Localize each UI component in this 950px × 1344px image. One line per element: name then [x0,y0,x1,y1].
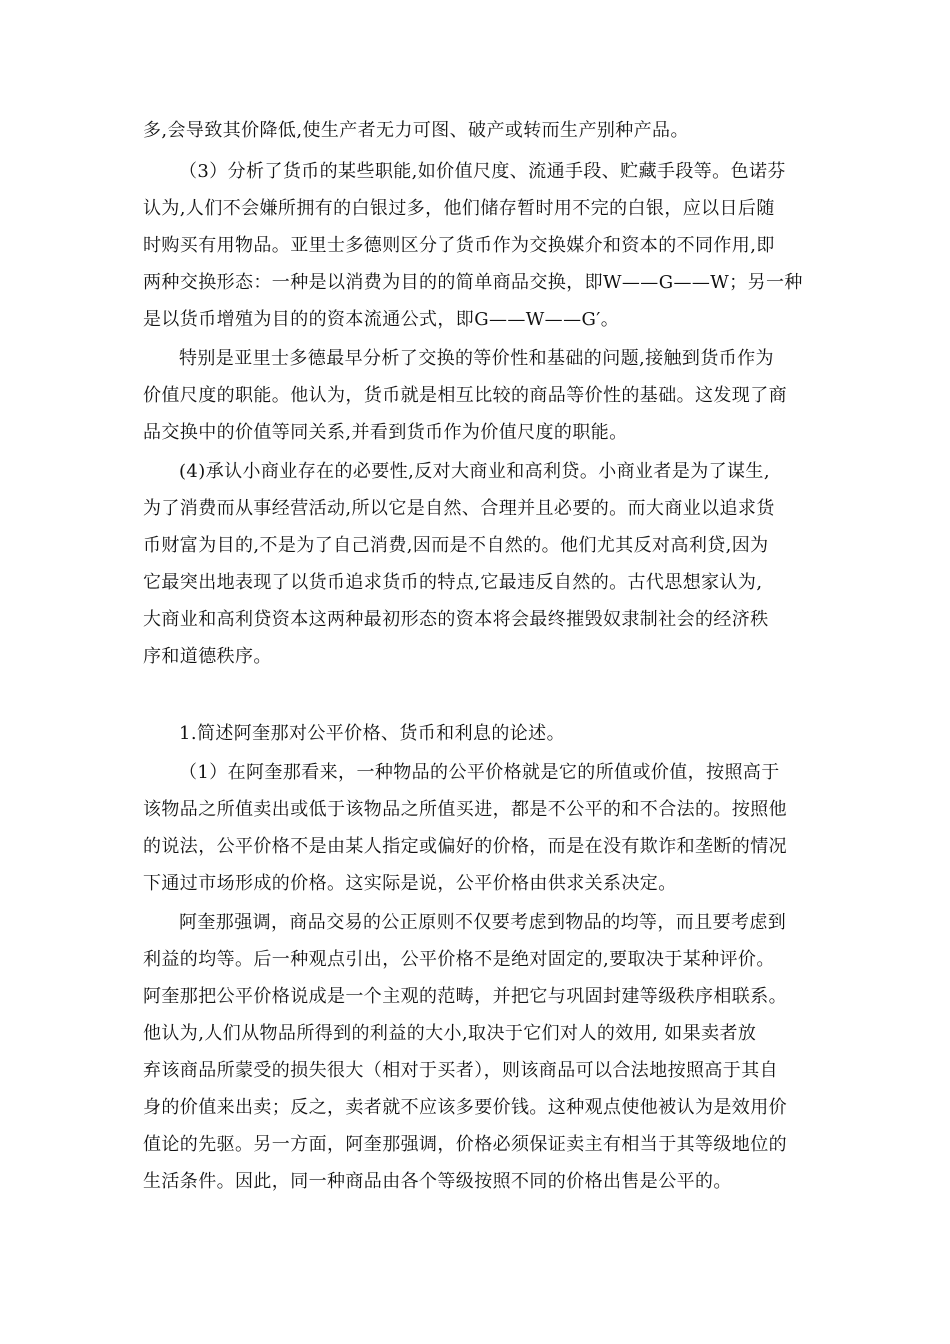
text-line: 下通过市场形成的价格。这实际是说，公平价格由供求关系决定。 [143,873,677,894]
text-line: 弃该商品所蒙受的损失很大（相对于买者），则该商品可以合法地按照高于其自 [143,1060,778,1081]
text-line: 为了消费而从事经营活动,所以它是自然、合理并且必要的。而大商业以追求货 [143,498,775,519]
text-line: 它最突出地表现了以货币追求货币的特点,它最违反自然的。古代思想家认为, [143,572,763,593]
text-line: 值论的先驱。另一方面，阿奎那强调，价格必须保证卖主有相当于其等级地位的 [143,1134,787,1155]
text-line: （3）分析了货币的某些职能,如价值尺度、流通手段、贮藏手段等。色诺芬 [179,161,786,182]
text-line: 两种交换形态：一种是以消费为目的的简单商品交换，即W——G——W；另一种 [143,272,803,293]
text-line: 品交换中的价值等同关系,并看到货币作为价值尺度的职能。 [143,422,628,443]
text-line: 利益的均等。后一种观点引出，公平价格不是绝对固定的,要取决于某种评价。 [143,949,775,970]
question-heading: 1.简述阿奎那对公平价格、货币和利息的论述。 [179,723,565,744]
text-line: (4)承认小商业存在的必要性,反对大商业和高利贷。小商业者是为了谋生, [179,461,770,482]
text-line: 特别是亚里士多德最早分析了交换的等价性和基础的问题,接触到货币作为 [179,348,774,369]
text-line: 他认为,人们从物品所得到的利益的大小,取决于它们对人的效用, 如果卖者放 [143,1023,757,1044]
text-line: 认为,人们不会嫌所拥有的白银过多，他们储存暂时用不完的白银，应以日后随 [143,198,775,219]
text-line: 身的价值来出卖；反之，卖者就不应该多要价钱。这种观点使他被认为是效用价 [143,1097,787,1118]
text-line: 币财富为目的,不是为了自己消费,因而是不自然的。他们尤其反对高利贷,因为 [143,535,769,556]
text-line: 时购买有用物品。亚里士多德则区分了货币作为交换媒介和资本的不同作用,即 [143,235,775,256]
text-line: 大商业和高利贷资本这两种最初形态的资本将会最终摧毁奴隶制社会的经济秩 [143,609,769,630]
text-line: 是以货币增殖为目的的资本流通公式，即G——W——G′。 [143,309,620,330]
text-line: 生活条件。因此，同一种商品由各个等级按照不同的价格出售是公平的。 [143,1171,732,1192]
text-line: 的说法，公平价格不是由某人指定或偏好的价格，而是在没有欺诈和垄断的情况 [143,836,787,857]
text-line: 多,会导致其价降低,使生产者无力可图、破产或转而生产别种产品。 [143,120,689,141]
text-line: （1）在阿奎那看来，一种物品的公平价格就是它的所值或价值，按照高于 [179,762,780,783]
text-line: 价值尺度的职能。他认为，货币就是相互比较的商品等价性的基础。这发现了商 [143,385,787,406]
text-line: 序和道德秩序。 [143,646,272,667]
text-line: 该物品之所值卖出或低于该物品之所值买进，都是不公平的和不合法的。按照他 [143,799,787,820]
text-line: 阿奎那把公平价格说成是一个主观的范畴，并把它与巩固封建等级秩序相联系。 [143,986,787,1007]
text-line: 阿奎那强调，商品交易的公正原则不仅要考虑到物品的均等，而且要考虑到 [179,912,787,933]
